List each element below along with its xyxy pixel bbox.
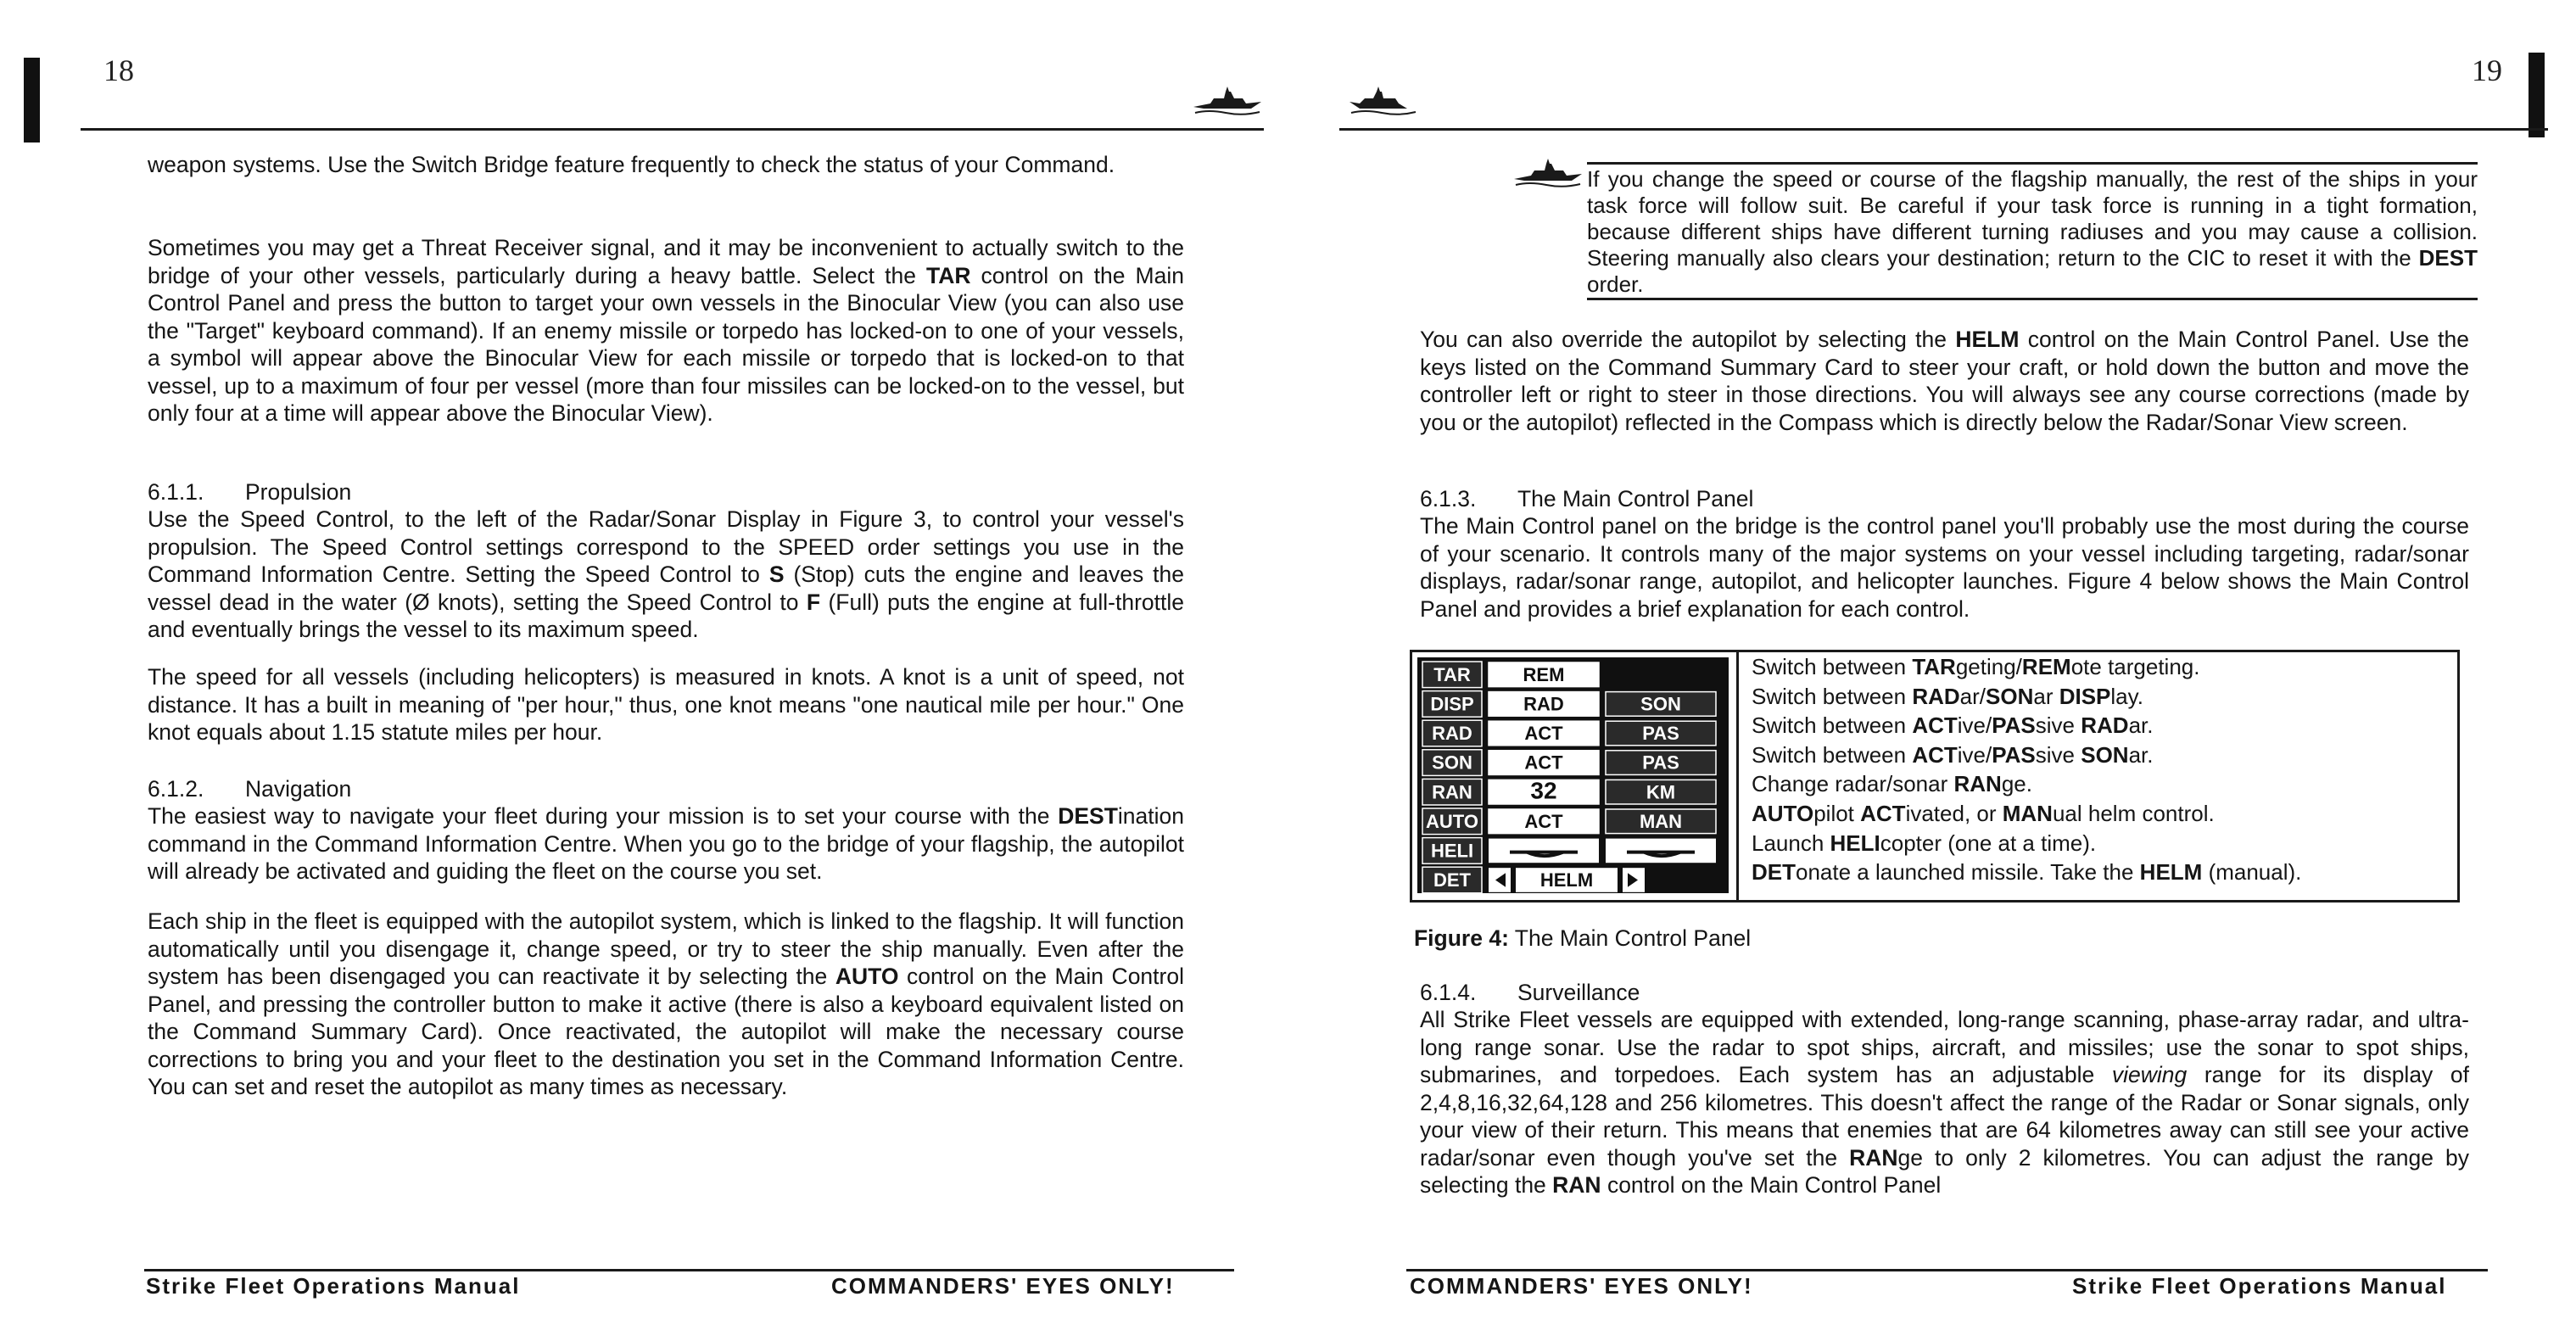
panel-row-label: RAD [1432, 723, 1472, 745]
panel-divider [1736, 652, 1739, 900]
panel-row-label: RAN [1432, 781, 1472, 803]
paragraph-main-control-panel: The Main Control panel on the bridge is the control panel you'll probably use the most during the course of your scenario. It controls many of the major systems on your vessel including targeting, radar/sonar displays, radar/sonar range, autopilot, and helicopter launches. Figure 4 below shows the Main Control Panel and provides a brief explanation for each control. [1420, 513, 2469, 622]
heading-navigation: 6.1.2. Navigation [148, 776, 352, 802]
panel-cell-label: HELM [1539, 869, 1594, 891]
main-control-panel-image [1417, 657, 1729, 893]
paragraph-knots: The speed for all vessels (including helicopters) is measured in knots. A knot is a unit of speed, not distance. It has a built in meaning of "per hour," thus, one knot means "one nautical mile per hour." One knot equals about 1.15 statute miles per hour. [148, 664, 1184, 745]
footer-rule [144, 1269, 1234, 1271]
panel-row-label: DISP [1430, 693, 1474, 715]
panel-description: AUTOpilot ACTivated, or MANual helm control. [1752, 800, 2215, 826]
figure-main-control-panel [1410, 650, 2460, 902]
note-box [1587, 162, 2478, 300]
panel-description: Switch between ACTive/PASsive RADar. [1752, 712, 2154, 739]
header-rule [1339, 128, 2548, 131]
panel-row-label: AUTO [1426, 810, 1478, 832]
footer-manual-title: Strike Fleet Operations Manual [2072, 1273, 2447, 1299]
note-text: If you change the speed or course of the flagship manually, the rest of the ships in your task force will follow suit. Be careful if your task force is running in a tight formation, because different ships have different turning radiuses and you may cause a collision. Steering manually also clears your destination; return to the CIC to reset it with the DEST order. [1587, 166, 2478, 297]
panel-cell-label: REM [1523, 663, 1565, 685]
panel-cell-label: ACT [1524, 723, 1563, 745]
paragraph-navigation: The easiest way to navigate your fleet during your mission is to set your course with the DESTination command in the Command Information Centre. When you go to the bridge of your flagship, the autopilot will already be activated and guiding the fleet on the course you set. [148, 803, 1184, 884]
panel-description: DETonate a launched missile. Take the HELM (manual). [1752, 859, 2302, 886]
panel-row-label: SON [1432, 752, 1472, 774]
heading-main-control-panel: 6.1.3. The Main Control Panel [1420, 486, 1754, 511]
header-rule [81, 128, 1264, 131]
panel-cell-label: PAS [1642, 752, 1679, 774]
footer-classification: COMMANDERS' EYES ONLY! [1410, 1273, 1753, 1299]
panel-cell-label: ACT [1524, 752, 1563, 774]
panel-row-label: HELI [1430, 840, 1474, 862]
paragraph-autopilot: Each ship in the fleet is equipped with the autopilot system, which is linked to the flagship. It will function automatically until you disengage it, change speed, or try to steer the ship manually. Even after the system has been disengaged you can reactivate it by selecting the AUTO control on the Main Control Panel, and pressing the controller button to make it active (there is also a keyboard equivalent listed on the Command Summary Card). Once reactivated, the autopilot will make the necessary course corrections to bring you and your fleet to the destination you set in the Command Information Centre. You can set and reset the autopilot as many times as necessary. [148, 908, 1184, 1099]
panel-description: Launch HELIcopter (one at a time). [1752, 830, 2097, 856]
panel-cell-label: ACT [1524, 810, 1563, 832]
panel-description-list [1752, 652, 2301, 887]
footer-classification: COMMANDERS' EYES ONLY! [831, 1273, 1175, 1299]
paragraph-propulsion: Use the Speed Control, to the left of the Radar/Sonar Display in Figure 3, to control your vessel's propulsion. The Speed Control settings correspond to the SPEED order settings you use in the Command Information Centre. Setting the Speed Control to S (Stop) cuts the engine and leaves the vessel dead in the water (Ø knots), setting the Speed Control to F (Full) puts the engine at full-throttle and eventually brings the vessel to its maximum speed. [148, 506, 1184, 642]
heading-propulsion: 6.1.1. Propulsion [148, 479, 352, 505]
panel-description: Switch between RADar/SONar DISPlay. [1752, 683, 2143, 709]
page-number: 18 [103, 53, 134, 87]
right-page [1288, 0, 2576, 1330]
figure-caption: Figure 4: The Main Control Panel [1414, 925, 1752, 951]
panel-description: Switch between TARgeting/REMote targeting. [1752, 654, 2200, 679]
footer-manual-title: Strike Fleet Operations Manual [146, 1273, 521, 1299]
ship-icon [1192, 85, 1263, 117]
paragraph-weapon-systems: weapon systems. Use the Switch Bridge feature frequently to check the status of your Command. [148, 152, 1115, 177]
paragraph-helm: You can also override the autopilot by selecting the HELM control on the Main Control Panel. Use the keys listed on the Command Summary Card to steer your craft, or hold down the button and move the controller left or right to steer in those directions. You will always see any course corrections (made by you or the autopilot) reflected in the Compass which is directly below the Radar/Sonar View screen. [1420, 327, 2469, 435]
ship-icon [1512, 157, 1584, 189]
panel-cell-label: MAN [1639, 810, 1683, 832]
page-edge-bar [24, 58, 40, 142]
page-edge-bar [2529, 53, 2545, 137]
panel-row-label: TAR [1433, 663, 1471, 685]
footer-rule [1406, 1269, 2488, 1271]
panel-cell-label: SON [1640, 693, 1681, 715]
panel-cell-label: PAS [1642, 723, 1679, 745]
panel-cell-label: RAD [1523, 693, 1564, 715]
panel-cell-label: 32 [1530, 777, 1557, 804]
panel-cell-label: KM [1646, 781, 1676, 803]
page-number: 19 [2472, 53, 2502, 87]
panel-description: Switch between ACTive/PASsive SONar. [1752, 741, 2154, 768]
heading-surveillance: 6.1.4. Surveillance [1420, 980, 1640, 1005]
paragraph-surveillance: All Strike Fleet vessels are equipped with extended, long-range scanning, phase-array radar, and ultra-long range sonar. Use the radar to spot ships, aircraft, and missiles; use the sonar to spot ships, submarines, and torpedoes. Each system has an adjustable viewing range for its display of 2,4,8,16,32,64,128 and 256 kilometres. This doesn't affect the range of the Radar or Sonar signals, only your view of their return. This means that enemies that are 64 kilometres away can still see your active radar/sonar even though you've set the RANge to only 2 kilometres. You can adjust the range by selecting the RAN control on the Main Control Panel [1420, 1007, 2469, 1198]
panel-row-label: DET [1433, 869, 1471, 891]
paragraph-threat-receiver: Sometimes you may get a Threat Receiver signal, and it may be inconvenient to actually switch to the bridge of your other vessels, particularly during a heavy battle. Select the TAR control on the Main Control Panel and press the button to target your own vessels in the Binocular View (you can also use the "Target" keyboard command). If an enemy missile or torpedo has locked-on to one of your vessels, a symbol will appear above the Binocular View for each missile or torpedo that is locked-on to that vessel, up to a maximum of four per vessel (more than four missiles can be locked-on to the vessel, but only four at a time will appear above the Binocular View). [148, 235, 1184, 426]
ship-icon [1348, 85, 1419, 117]
panel-description: Change radar/sonar RANge. [1752, 771, 2032, 797]
